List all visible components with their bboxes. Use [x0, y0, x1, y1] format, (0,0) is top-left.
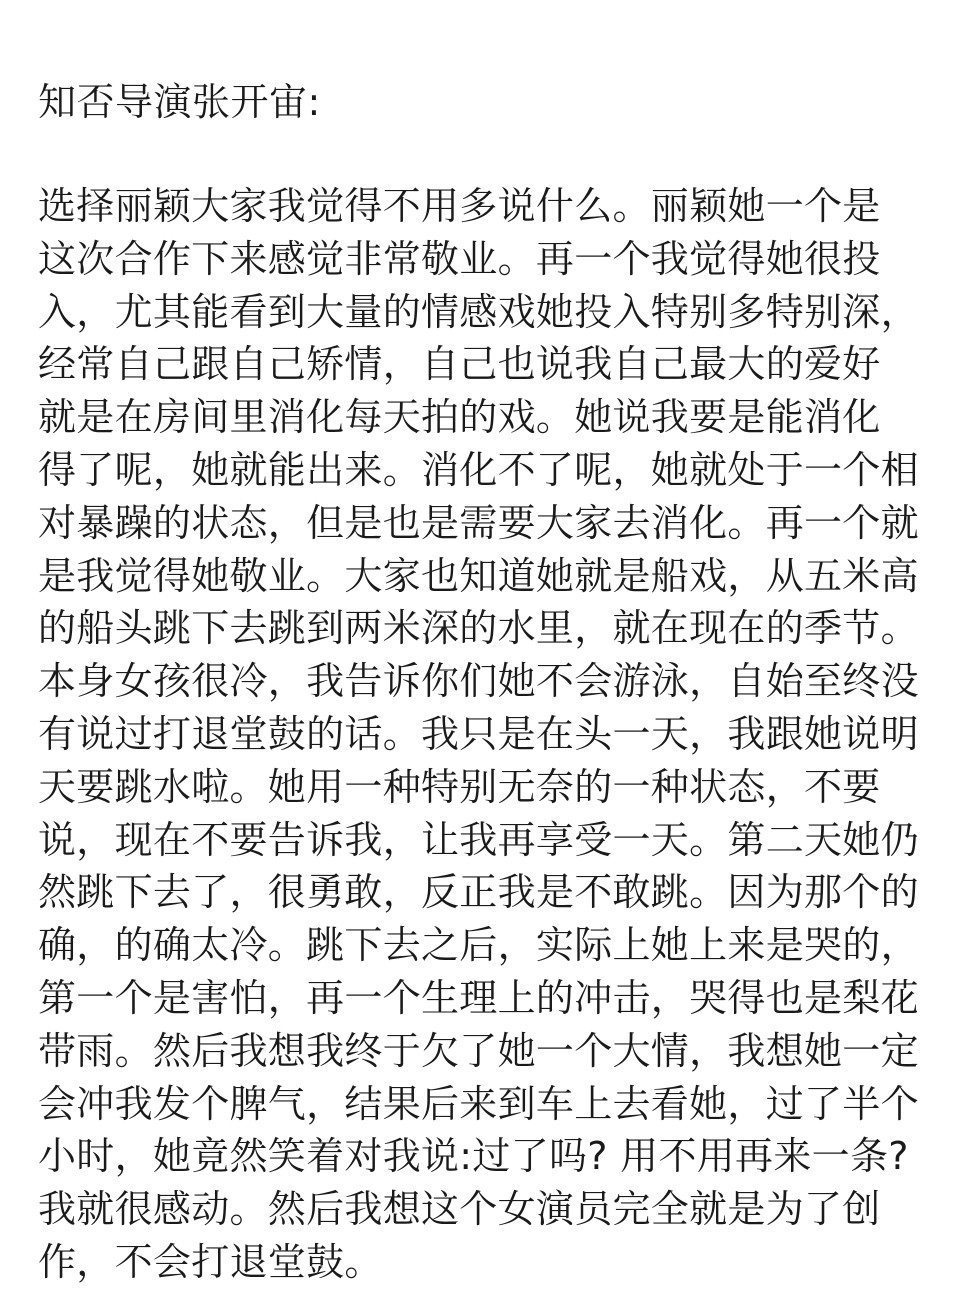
body-line: 说，现在不要告诉我，让我再享受一天。第二天她仍 — [38, 817, 919, 862]
body-line: 对暴躁的状态，但是也是需要大家去消化。再一个就 — [38, 500, 919, 545]
body-line: 得了呢，她就能出来。消化不了呢，她就处于一个相 — [38, 447, 919, 492]
body-line: 本身女孩很冷，我告诉你们她不会游泳，自始至终没 — [38, 659, 919, 704]
body-line: 我就很感动。然后我想这个女演员完全就是为了创 — [38, 1187, 881, 1232]
body-line: 带雨。然后我想我终于欠了她一个大情，我想她一定 — [38, 1028, 919, 1073]
body-line: 天要跳水啦。她用一种特别无奈的一种状态，不要 — [38, 764, 881, 809]
body-line: 作，不会打退堂鼓。 — [38, 1239, 383, 1284]
body-line: 的船头跳下去跳到两米深的水里，就在现在的季节。 — [38, 606, 919, 651]
body-line: 然跳下去了，很勇敢，反正我是不敢跳。因为那个的 — [38, 870, 919, 915]
document-body — [38, 180, 922, 1289]
body-line: 经常自己跟自己矫情，自己也说我自己最大的爱好 — [38, 342, 881, 387]
body-line: 选择丽颖大家我觉得不用多说什么。丽颖她一个是 — [38, 184, 881, 228]
body-line: 第一个是害怕，再一个生理上的冲击，哭得也是梨花 — [38, 975, 919, 1020]
body-line: 这次合作下来感觉非常敬业。再一个我觉得她很投 — [38, 236, 881, 281]
body-line: 就是在房间里消化每天拍的戏。她说我要是能消化 — [38, 395, 881, 440]
body-line: 有说过打退堂鼓的话。我只是在头一天，我跟她说明 — [38, 711, 919, 756]
body-line: 会冲我发个脾气，结果后来到车上去看她，过了半个 — [38, 1081, 919, 1126]
body-line: 小时，她竟然笑着对我说:过了吗? 用不用再来一条? — [38, 1134, 909, 1179]
body-line: 是我觉得她敬业。大家也知道她就是船戏，从五米高 — [38, 553, 919, 598]
body-line: 入，尤其能看到大量的情感戏她投入特别多特别深， — [38, 289, 919, 334]
document-heading: 知否导演张开宙: — [38, 80, 321, 124]
body-line: 确，的确太冷。跳下去之后，实际上她上来是哭的， — [38, 923, 919, 968]
